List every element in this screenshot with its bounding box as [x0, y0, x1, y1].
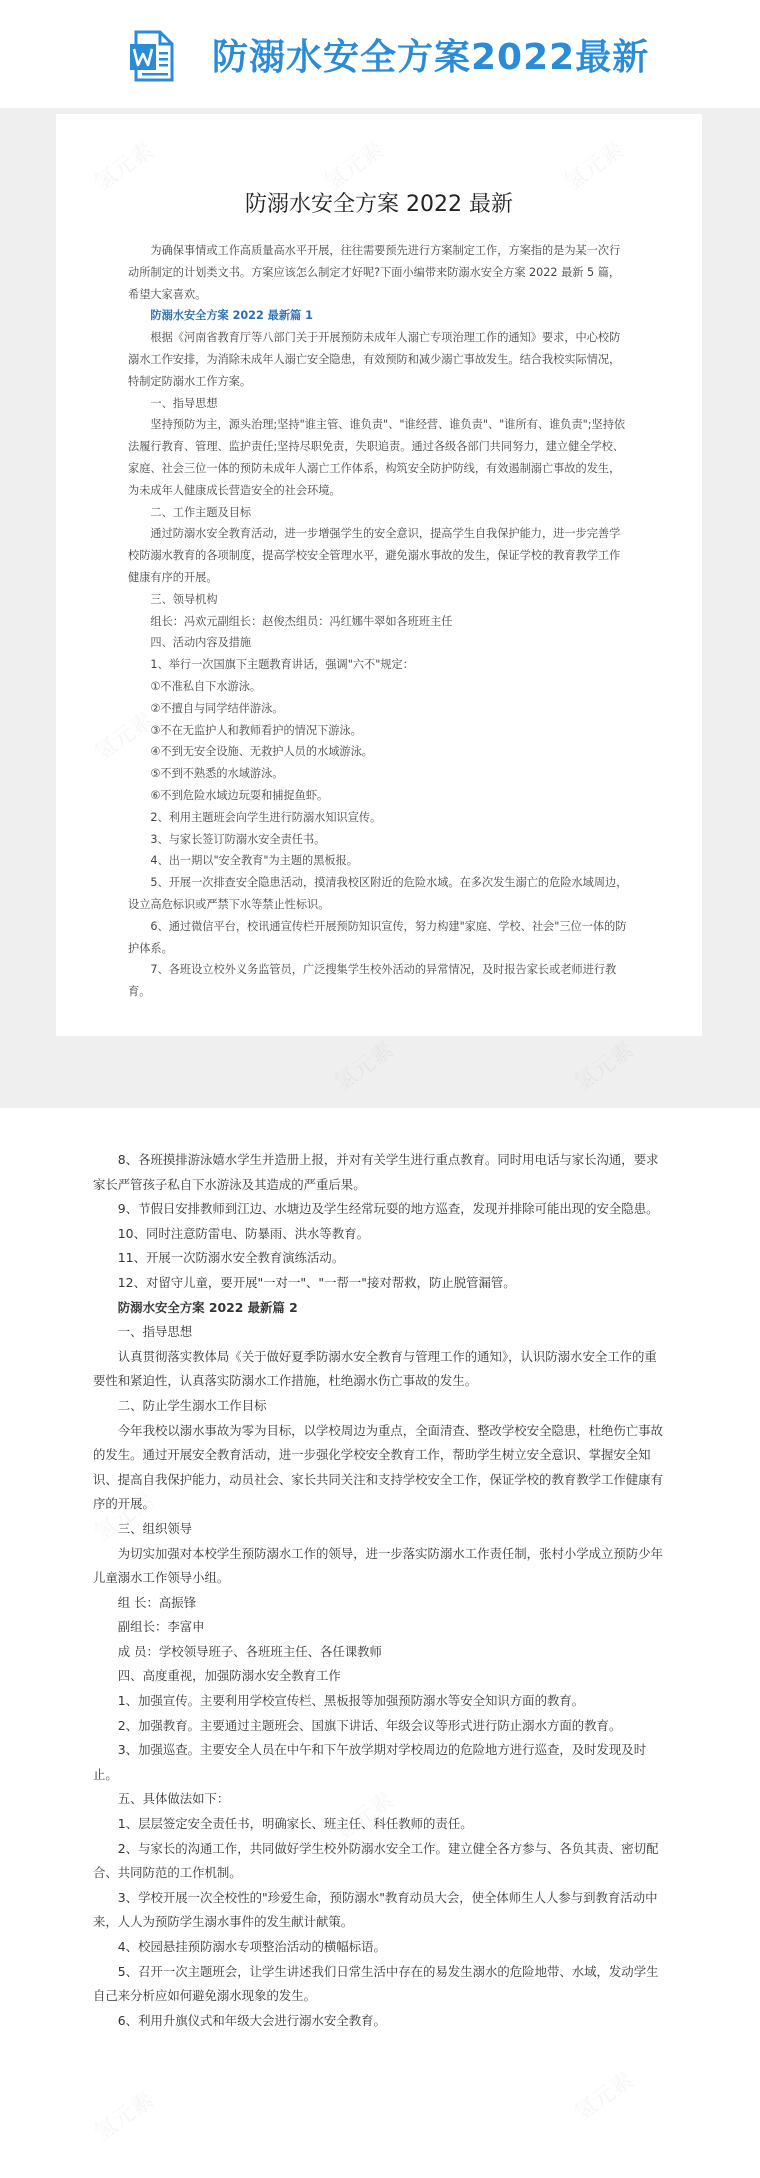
activity-item: 11、开展一次防溺水安全教育演练活动。 — [117, 1250, 345, 1266]
activity-item: 1、举行一次国旗下主题教育讲话，强调"六不"规定： — [150, 658, 414, 672]
document-page-1 — [56, 114, 702, 1036]
header-banner — [0, 0, 760, 108]
activity-item: 7、各班设立校外义务监管员，广泛搜集学生校外活动的异常情况，及时报告家长或老师进行教育。 — [128, 963, 617, 999]
guiding-paragraph: 认真贯彻落实教体局《关于做好夏季防溺水安全教育与管理工作的通知》，认识防溺水安全工作的重要性和紧迫性，认真落实防溺水工作措施，杜绝溺水伤亡事故的发生。 — [93, 1348, 657, 1389]
banner-title: 防溺水安全方案2022最新 — [212, 37, 650, 78]
heading-org: 三、组织领导 — [117, 1520, 193, 1536]
guiding-paragraph: 坚持预防为主，源头治理;坚持"谁主管、谁负责"、"谁经营、谁负责"、"谁所有、谁负责";坚持依法履行教育、管理、监护责任;坚持尽职免责，失职追责。通过各级各部门共同努力，建立健全学校、家庭、社会三位一体的预防未成年人溺亡工作体系，构筑安全防护防线，有效遏制溺亡事故的发生，为未成年人健康成长营造安全的社会环境。 — [128, 418, 626, 497]
heading-leaders: 三、领导机构 — [150, 592, 218, 606]
watermark-text — [87, 2084, 159, 2147]
practice-item: 3、学校开展一次全校性的"珍爱生命，预防溺水"教育动员大会，使全体师生人人参与到教育活动中来，人人为预防学生溺水事件的发生献计献策。 — [93, 1889, 658, 1930]
activity-item: 6、通过微信平台，校讯通宣传栏开展预防知识宣传，努力构建"家庭、学校、社会"三位一体的防护体系。 — [128, 919, 627, 955]
page2-body — [93, 1148, 667, 2033]
heading-work: 四、高度重视，加强防溺水安全教育工作 — [117, 1668, 341, 1684]
basis-paragraph: 根据《河南省教育厅等八部门关于开展预防未成年人溺亡专项治理工作的通知》要求，中心校防溺水工作安排，为消除未成年人溺亡安全隐患，有效预防和减少溺亡事故发生。结合我校实际情况，特制定防溺水工作方案。 — [128, 331, 621, 388]
activity-item: 12、对留守儿童，要开展"一对一"、"一帮一"接对帮救，防止脱管漏管。 — [117, 1274, 516, 1290]
activity-item: 5、开展一次排查安全隐患活动，摸清我校区附近的危险水域。在多次发生溺亡的危险水域周边，设立高危标识或严禁下水等禁止性标识。 — [128, 876, 628, 911]
rule-item: ⑥不到危险水域边玩耍和捕捉鱼虾。 — [150, 788, 329, 802]
rule-item: ③不在无监护人和教师看护的情况下游泳。 — [150, 723, 362, 737]
practice-item: 1、层层签定安全责任书，明确家长、班主任、科任教师的责任。 — [117, 1816, 473, 1832]
deputy-line: 副组长：李富申 — [117, 1619, 205, 1635]
section-heading-2: 防溺水安全方案 2022 最新篇 2 — [117, 1299, 298, 1315]
document-title: 防溺水安全方案 2022 最新 — [245, 192, 513, 217]
rule-item: ④不到无安全设施、无救护人员的水域游泳。 — [150, 745, 373, 759]
activity-item: 8、各班摸排游泳嬉水学生并造册上报，并对有关学生进行重点教育。同时用电话与家长沟通，要求家长严管孩子私自下水游泳及其造成的严重后果。 — [93, 1152, 659, 1192]
leader-line: 组 长：高振锋 — [117, 1594, 197, 1610]
activity-item: 10、同时注意防雷电、防暴雨、洪水等教育。 — [117, 1225, 369, 1241]
rule-item: ⑤不到不熟悉的水域游泳。 — [150, 767, 284, 781]
heading-goal: 二、防止学生溺水工作目标 — [117, 1397, 267, 1413]
heading-practice: 五、具体做法如下： — [117, 1791, 230, 1807]
rule-item: ②不擅自与同学结伴游泳。 — [150, 701, 284, 715]
org-paragraph: 为切实加强对本校学生预防溺水工作的领导，进一步落实防溺水工作责任制，张村小学成立预防少年儿童溺水工作领导小组。 — [93, 1545, 663, 1586]
practice-item: 2、与家长的沟通工作，共同做好学生校外防溺水安全工作。建立健全各方参与、各负其责、密切配合、共同防范的工作机制。 — [93, 1840, 659, 1881]
practice-item: 4、校园悬挂预防溺水专项整治活动的横幅标语。 — [117, 1939, 386, 1954]
heading-guiding: 一、指导思想 — [150, 396, 218, 410]
work-item: 1、加强宣传。主要利用学校宣传栏、黑板报等加强预防溺水等安全知识方面的教育。 — [117, 1693, 585, 1709]
practice-item: 5、召开一次主题班会，让学生讲述我们日常生活中存在的易发生溺水的危险地带、水域，发动学生自己来分析应如何避免溺水现象的发生。 — [93, 1963, 659, 2004]
leaders-paragraph: 组长：冯欢元副组长：赵俊杰组员：冯红娜牛翠如各班班主任 — [150, 614, 453, 628]
members-line: 成 员：学校领导班子、各班班主任、各任课教师 — [117, 1643, 382, 1659]
activity-item: 3、与家长签订防溺水安全责任书。 — [150, 832, 326, 846]
word-document-icon — [130, 30, 174, 82]
rule-item: ①不准私自下水游泳。 — [150, 679, 262, 693]
activity-item: 4、出一期以"安全教育"为主题的黑板报。 — [150, 854, 358, 868]
activity-item: 9、节假日安排教师到江边、水塘边及学生经常玩耍的地方巡查，发现并排除可能出现的安全隐患。 — [117, 1201, 659, 1217]
heading-activities: 四、活动内容及措施 — [150, 636, 252, 650]
work-item: 2、加强教育。主要通过主题班会、国旗下讲话、年级会议等形式进行防止溺水方面的教育。 — [117, 1717, 622, 1733]
page1-body — [128, 240, 630, 1003]
work-item: 3、加强巡查。主要安全人员在中午和下午放学期对学校周边的危险地方进行巡查，及时发现及时止。 — [93, 1742, 647, 1782]
watermark-text — [567, 2064, 639, 2127]
intro-paragraph: 为确保事情或工作高质量高水平开展，往往需要预先进行方案制定工作，方案指的是为某一次行动所制定的计划类文书。方案应该怎么制定才好呢?下面小编带来防溺水安全方案 2022 最新 5 篇，希望大家喜欢。 — [128, 244, 621, 301]
heading-guiding: 一、指导思想 — [117, 1324, 193, 1340]
heading-theme: 二、工作主题及目标 — [150, 505, 252, 519]
theme-paragraph: 通过防溺水安全教育活动，进一步增强学生的安全意识，提高学生自我保护能力，进一步完善学校防溺水教育的各项制度，提高学校安全管理水平，避免溺水事故的发生，保证学校的教育教学工作健康有序的开展。 — [128, 527, 621, 584]
activity-item: 2、利用主题班会向学生进行防溺水知识宣传。 — [150, 810, 382, 824]
section-heading-1: 防溺水安全方案 2022 最新篇 1 — [150, 309, 313, 323]
goal-paragraph: 今年我校以溺水事故为零为目标，以学校周边为重点，全面清查、整改学校安全隐患，杜绝伤亡事故的发生。通过开展安全教育活动，进一步强化学校安全教育工作，帮助学生树立安全意识、掌握安全知识、提高自我保护能力，动员社会、家长共同关注和支持学校安全工作，保证学校的教育教学工作健康有序的开展。 — [93, 1422, 663, 1512]
practice-item: 6、利用升旗仪式和年级大会进行溺水安全教育。 — [117, 2012, 386, 2028]
